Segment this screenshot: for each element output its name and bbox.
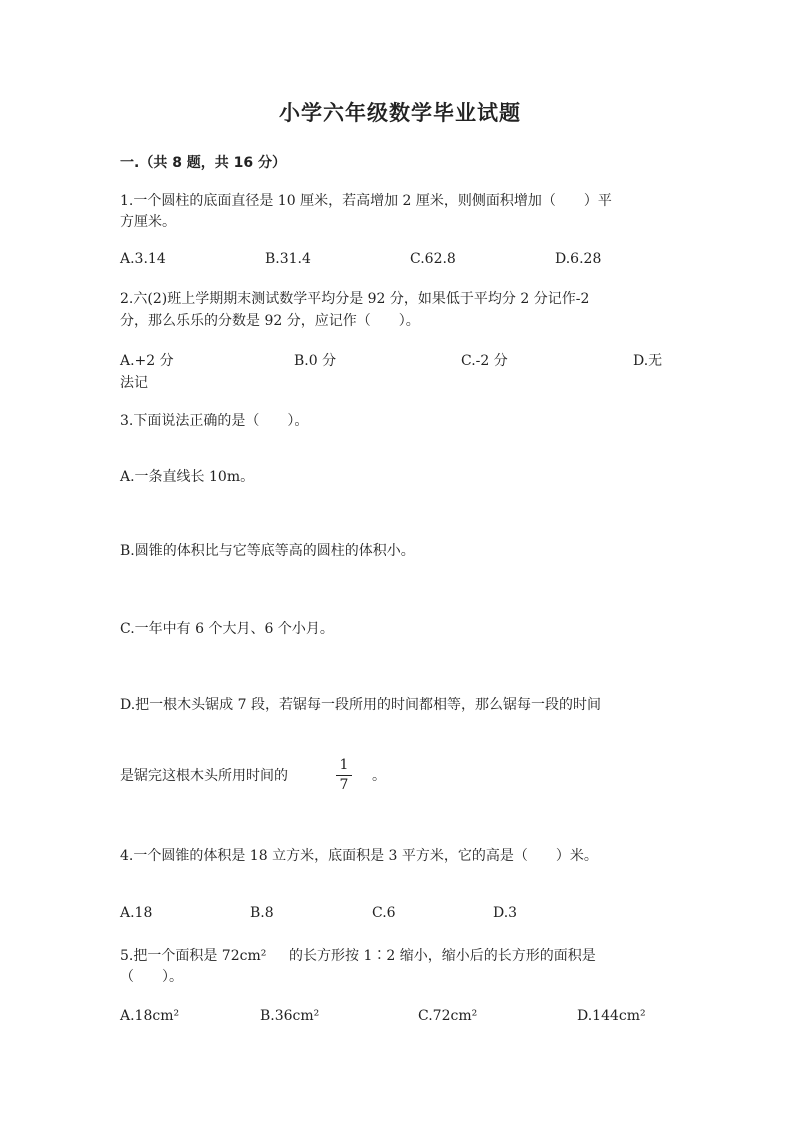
question-2-option-d[interactable]: D.无 (633, 353, 663, 369)
question-3-option-d-continued: 是锯完这根木头所用时间的 (120, 768, 288, 784)
question-2-option-d-continued: 法记 (120, 375, 148, 391)
question-1-text-line-1: 1.一个圆柱的底面直径是 10 厘米，若高增加 2 厘米，则侧面积增加（ ）平 (120, 193, 612, 209)
question-5-text-line-1a: 5.把一个面积是 72cm² (120, 948, 267, 964)
question-5-option-d[interactable]: D.144cm² (577, 1008, 646, 1024)
question-1-text-line-2: 方厘米。 (120, 214, 176, 230)
fraction-denominator: 7 (339, 777, 349, 793)
question-3-option-a[interactable]: A.一条直线长 10m。 (120, 469, 255, 485)
question-1-option-d[interactable]: D.6.28 (555, 251, 602, 267)
question-5-text-line-2: （ ）。 (120, 969, 183, 985)
question-4-option-d[interactable]: D.3 (493, 905, 518, 921)
question-4-option-a[interactable]: A.18 (120, 905, 153, 921)
question-2-option-a[interactable]: A.+2 分 (120, 353, 174, 369)
question-4-text: 4.一个圆锥的体积是 18 立方米，底面积是 3 平方米，它的高是（ ）米。 (120, 848, 598, 864)
question-3-text: 3.下面说法正确的是（ ）。 (120, 413, 309, 429)
question-4-option-b[interactable]: B.8 (250, 905, 274, 921)
question-1-option-c[interactable]: C.62.8 (410, 251, 456, 267)
question-5-option-b[interactable]: B.36cm² (260, 1008, 320, 1024)
question-5-option-a[interactable]: A.18cm² (120, 1008, 180, 1024)
question-3-option-d[interactable]: D.把一根木头锯成 7 段，若锯每一段所用的时间都相等，那么锯每一段的时间 (120, 697, 601, 713)
question-2-text-line-1: 2.六(2)班上学期期末测试数学平均分是 92 分，如果低于平均分 2 分记作-2 (120, 291, 590, 307)
question-2-option-b[interactable]: B.0 分 (294, 353, 337, 369)
fraction-numerator: 1 (339, 757, 349, 773)
question-3-option-b[interactable]: B.圆锥的体积比与它等底等高的圆柱的体积小。 (120, 543, 415, 559)
question-4-option-c[interactable]: C.6 (372, 905, 396, 921)
page-title: 小学六年级数学毕业试题 (279, 101, 521, 125)
question-5-option-c[interactable]: C.72cm² (418, 1008, 478, 1024)
section-heading: 一.（共 8 题，共 16 分） (120, 155, 287, 171)
question-3-option-d-end: 。 (372, 768, 386, 784)
fraction-bar (336, 775, 352, 776)
question-3-option-c[interactable]: C.一年中有 6 个大月、6 个小月。 (120, 621, 334, 637)
fraction-one-seventh (336, 758, 352, 793)
question-1-option-b[interactable]: B.31.4 (265, 251, 311, 267)
question-2-text-line-2: 分，那么乐乐的分数是 92 分，应记作（ ）。 (120, 313, 420, 329)
question-5-text-line-1b: 的长方形按 1∶2 缩小，缩小后的长方形的面积是 (289, 948, 596, 964)
question-1-option-a[interactable]: A.3.14 (120, 251, 166, 267)
question-2-option-c[interactable]: C.-2 分 (461, 353, 508, 369)
